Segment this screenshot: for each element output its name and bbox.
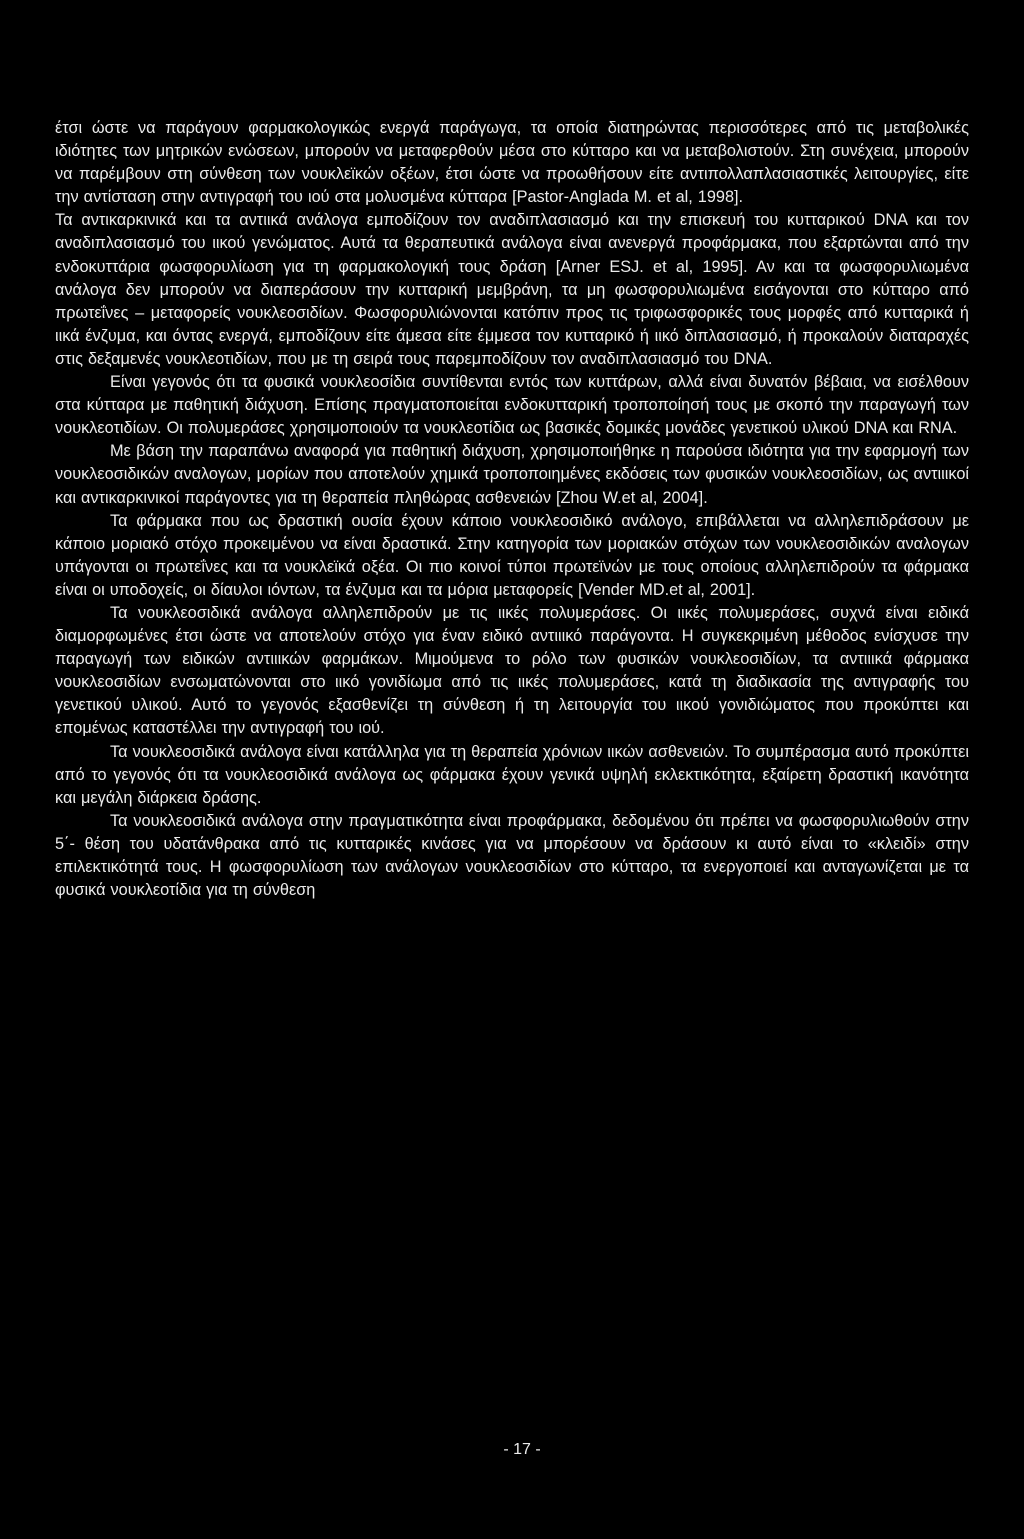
- document-body: [55, 117, 969, 902]
- paragraph-1: έτσι ώστε να παράγουν φαρμακολογικώς ενεργά παράγωγα, τα οποία διατηρώντας περισσότερες από τις μεταβολικές ιδιότητες των μητρικών ενώσεων, μπορούν να μεταφερθούν μέσα στο κύτταρο και να μεταβολιστούν. Στη συνέχεια, μπορούν να παρέμβουν στη σύνθεση των νουκλεϊκών οξέων, έτσι ώστε να προωθήσουν είτε αντιπολλαπλασιαστικές λειτουργίες, είτε την αντίσταση στην αντιγραφή του ιού στα μολυσμένα κύτταρα [Pastor-Anglada M. et al, 1998].: [55, 119, 969, 207]
- paragraph-5: Τα φάρμακα που ως δραστική ουσία έχουν κάποιο νουκλεοσιδικό ανάλογο, επιβάλλεται να αλληλεπιδράσουν με κάποιο μοριακό στόχο προκειμένου να είναι δραστικά. Στην κατηγορία των μοριακών στόχων των νουκλεοσιδικών αναλογων υπάγονται οι πρωτεΐνες και τα νουκλεϊκά οξέα. Οι πιο κοινοί τύποι πρωτεϊνών με τους οποίους αλληλεπιδρούν τα φάρμακα είναι οι υποδοχείς, οι δίαυλοι ιόντων, τα ένζυμα και τα μόρια μεταφορείς [Vender MD.et al, 2001].: [55, 511, 969, 599]
- paragraph-6: Τα νουκλεοσιδικά ανάλογα αλληλεπιδρούν με τις ιικές πολυμεράσες. Οι ιικές πολυμεράσες, συχνά είναι ειδικά διαμορφωμένες έτσι ώστε να αποτελούν στόχο για έναν ειδικό αντιιικό παράγοντα. Η συγκεκριμένη μέθοδος ενίσχυσε την παραγωγή των ειδικών αντιιικών φαρμάκων. Μιμούμενα το ρόλο των φυσικών νουκλεοσιδίων, τα αντιιικά φάρμακα νουκλεοσιδίων ενσωματώνονται στο ιικό γονιδίωμα από τις ιικές πολυμεράσες, κατά τη διαδικασία της αντιγραφής του γενετικού υλικού. Αυτό το γεγονός εξασθενίζει τη σύνθεση ή τη λειτουργία του ιικού γονιδιώματος που προκύπτει και επομένως καταστέλλει την αντιγραφή του ιού.: [55, 603, 969, 738]
- page-number: - 17 -: [503, 1441, 541, 1458]
- paragraph-7: Τα νουκλεοσιδικά ανάλογα είναι κατάλληλα για τη θεραπεία χρόνιων ιικών ασθενειών. Το συμπέρασμα αυτό προκύπτει από το γεγονός ότι τα νουκλεοσιδικά ανάλογα ως φάρμακα έχουν γενικά υψηλή εκλεκτικότητα, εξαίρετη δραστική ικανότητα και μεγάλη διάρκεια δράσης.: [55, 742, 969, 807]
- paragraph-4: Με βάση την παραπάνω αναφορά για παθητική διάχυση, χρησιμοποιήθηκε η παρούσα ιδιότητα για την εφαρμογή των νουκλεοσιδικών αναλογων, μορίων που αποτελούν χημικά τροποποιημένες εκδόσεις των φυσικών νουκλεοσιδίων, ως αντιιικοί και αντικαρκινικοί παράγοντες για τη θεραπεία πληθώρας ασθενειών [Zhou W.et al, 2004].: [55, 442, 969, 507]
- paragraph-3: Είναι γεγονός ότι τα φυσικά νουκλεοσίδια συντίθενται εντός των κυττάρων, αλλά είναι δυνατόν βέβαια, να εισέλθουν στα κύτταρα με παθητική διάχυση. Επίσης πραγματοποιείται ενδοκυτταρική τροποποίησή τους με σκοπό την παραγωγή των νουκλεοτιδίων. Οι πολυμεράσες χρησιμοποιούν τα νουκλεοτίδια ως βασικές δομικές μονάδες γενετικού υλικού DNA και RNA.: [55, 373, 969, 438]
- paragraph-2: Τα αντικαρκινικά και τα αντιικά ανάλογα εμποδίζουν τον αναδιπλασιασμό και την επισκευή του κυτταρικού DNA και τον αναδιπλασιασμό του ιικού γενώματος. Αυτά τα θεραπευτικά ανάλογα είναι ανενεργά προφάρμακα, που εξαρτώνται από την ενδοκυττάρια φωσφορυλίωση για τη φαρμακολογική τους δράση [Arner ESJ. et al, 1995]. Αν και τα φωσφορυλιωμένα ανάλογα δεν μπορούν να διαπεράσουν την κυτταρική μεμβράνη, τα μη φωσφορυλιωμένα εισάγονται στο κύτταρο από πρωτεΐνες – μεταφορείς νουκλεοσιδίων. Φωσφορυλιώνονται κατόπιν προς τις τριφωσφορικές τους μορφές από κυτταρικά ή ιικά ένζυμα, και όντας ενεργά, εμποδίζουν είτε άμεσα είτε έμμεσα τον κυτταρικό ή ιικό διπλασιασμό, ή προκαλούν διαταραχές στις δεξαμενές νουκλεοτιδίων, που με τη σειρά τους παρεμποδίζουν τον αναδιπλασιασμό του DNA.: [55, 211, 969, 368]
- paragraph-8: Τα νουκλεοσιδικά ανάλογα στην πραγματικότητα είναι προφάρμακα, δεδομένου ότι πρέπει να φωσφορυλιωθούν στην 5΄- θέση του υδατάνθρακα από τις κυτταρικές κινάσες για να μπορέσουν να δράσουν κι αυτό είναι το «κλειδί» στην επιλεκτικότητά τους. Η φωσφορυλίωση των ανάλογων νουκλεοσιδίων στο κύτταρο, τα ενεργοποιεί και ανταγωνίζεται με τα φυσικά νουκλεοτίδια για τη σύνθεση: [55, 811, 969, 900]
